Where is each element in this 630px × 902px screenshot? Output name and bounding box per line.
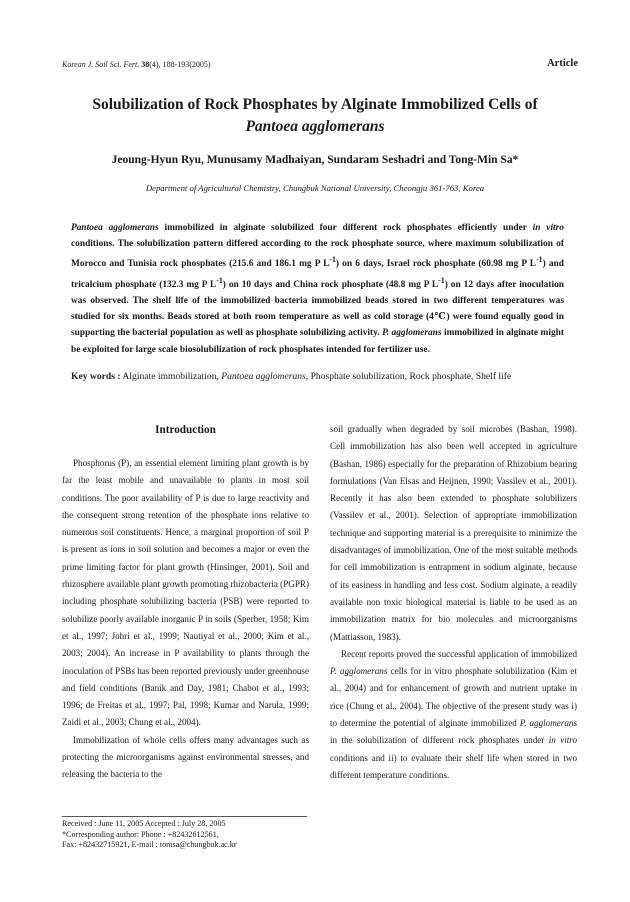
abstract-text-1: immobilized in alginate solubilized four different rock phosphates efficiently under bbox=[158, 223, 533, 233]
left-column bbox=[62, 455, 309, 784]
abstract-sup-2: -1 bbox=[536, 255, 543, 265]
author-list: Jeoung-Hyun Ryu, Munusamy Madhaiyan, Sundaram Seshadri and Tong-Min Sa* bbox=[111, 154, 519, 166]
right-column bbox=[330, 421, 577, 784]
footnotes bbox=[62, 819, 312, 851]
intro-paragraph-2-cont: soil gradually when degraded by soil microbes (Bashan, 1998). Cell immobilization has also been well accepted in agriculture (Bashan, 1986) especially for the preparation of Rhizobium bearing formulations (Van Elsas and Heijnen, 1990; Vassilev et al., 2001). Recently it has also been extended to phosphate solubilizers (Vassilev et al., 2001). Selection of appropriate immobilization technique and supporting material is a prerequisite to minimize the disadvantages of immobilization. One of the most suitable methods for cell immobilization is entrapment in sodium alginate, because of its easiness in handling and less cost. Sodium alginate, a readily available non toxic biological material is liable to be used as an immobilization matrix for bio molecules and microorganisms (Mattiasson, 1983). bbox=[330, 424, 577, 642]
running-header bbox=[62, 58, 578, 72]
abstract-text-7: immobilized in alginate might be exploited for large scale biosolubilization of rock phosphates intended for fertilizer use. bbox=[71, 328, 564, 355]
journal-citation bbox=[62, 60, 211, 69]
introduction-heading: Introduction bbox=[155, 424, 216, 436]
abstract bbox=[71, 220, 564, 358]
abstract-text-6: ) on 12 days after inoculation was observed. The shelf life of the immobilized bacteria immobilized beads stored in two different temperatures was studied for six months. Beads stored at both room temperature as well as cold storage (4℃) were found equally good in supporting the bacterial population as well as phosphate solubilizing activity. bbox=[71, 279, 564, 339]
intro-p3-in-vitro: in vitro bbox=[548, 735, 577, 746]
abstract-in-vitro: in vitro bbox=[532, 223, 564, 233]
affiliation: Department of Agricultural Chemistry, Chungbuk National University, Cheongju 361-763, Korea bbox=[145, 183, 485, 193]
article-type-label: Article bbox=[547, 58, 578, 69]
keywords-text-1: Alginate immobilization, bbox=[120, 371, 222, 382]
abstract-text-2: conditions. The solubilization pattern differed according to the rock phosphate source, where maximum solubilization of Morocco and Tunisia rock phosphates (215.6 and 186.1 mg P L bbox=[71, 239, 564, 270]
keywords-organism: Pantoea agglomerans bbox=[221, 371, 306, 382]
intro-p3-text-2: cells for in vitro phosphate solubilization (Kim et al., 2004) and for enhancement of growth and nutrient uptake in rice (Chung et al., 2004). The objective of the present study was i) to determine the potential of alginate immobilized bbox=[330, 666, 577, 729]
intro-paragraph-1: Phosphorus (P), an essential element limiting plant growth is by far the least mobile and unavailable to plants in most soil conditions. The poor availability of P is due to large reactivity and the consequent strong retention of the phosphate ions relative to numerous soil constituents. Hence, a marginal proportion of soil P is present as ions in soil solution and becomes a major or even the prime limiting factor for plant growth (Hinsinger, 2001). Soil and rhizosphere available plant growth promoting rhizobacteria (PGPR) including phosphate solubilizing bacteria (PSB) were reported to solubilize poorly available inorganic P in soils (Sperber, 1958; Kim et al., 1997; Johri et al., 1999; Nautiyal et al., 2000; Kim et al., 2003; 2004). An increase in P availability to plants through the inoculation of PSBs has been reported previously under greenhouse and field conditions (Banik and Day, 1981; Chabot et al., 1993; 1996; de Freitas et al., 1997; Pal, 1998; Kumar and Narula, 1999; Zaidi et al., 2003; Chung et al., 2004). bbox=[62, 458, 309, 728]
abstract-organism: Pantoea agglomerans bbox=[71, 223, 159, 233]
footnote-divider bbox=[62, 816, 307, 817]
journal-volume: 38 bbox=[141, 60, 150, 69]
abstract-sup-1: -1 bbox=[329, 255, 336, 265]
contact-info: Fax: +82432715921, E-mail : tomsa@chungbuk.ac.kr bbox=[62, 840, 237, 850]
abstract-text-5: ) on 10 days and China rock phosphate (48.8 mg P L bbox=[222, 279, 439, 290]
abstract-organism-short: P. agglomerans bbox=[382, 328, 442, 339]
received-dates: Received : June 11, 2005 Accepted : July 28, 2005 bbox=[62, 819, 226, 828]
title-line-1: Solubilization of Rock Phosphates by Alginate Immobilized Cells of bbox=[92, 96, 538, 113]
keywords bbox=[71, 369, 561, 385]
intro-paragraph-3 bbox=[330, 646, 577, 784]
intro-p3-text-3: in the solubilization of different rock phosphates under bbox=[330, 735, 549, 746]
paper-title bbox=[40, 94, 590, 138]
abstract-sup-3: -1 bbox=[216, 275, 223, 285]
intro-p3-organism-1: P. agglomerans bbox=[330, 666, 388, 677]
intro-p3-text-4: conditions and ii) to evaluate their shelf life when stored in two different temperature conditions. bbox=[330, 752, 577, 780]
keywords-label: Key words : bbox=[71, 371, 121, 382]
intro-paragraph-2: Immobilization of whole cells offers many advantages such as protecting the microorganisms against environmental stresses, and releasing the bacteria to the bbox=[62, 734, 309, 780]
intro-p3-text-1: Recent reports proved the successful application of immobilized bbox=[341, 648, 577, 659]
corresponding-author: *Corresponding author: Phone : +82432612561, bbox=[62, 829, 219, 839]
journal-name: Korean J. Soil Sci. Fert. bbox=[62, 60, 140, 69]
abstract-text-4: ) and tricalcium phosphate (132.3 mg P L bbox=[71, 259, 564, 290]
abstract-sup-4: -1 bbox=[438, 275, 445, 285]
title-line-2: Pantoea agglomerans bbox=[245, 118, 385, 135]
intro-p3-organism-2: P. agglomerans bbox=[519, 718, 577, 729]
keywords-text-2: , Phosphate solubilization, Rock phosphate, Shelf life bbox=[305, 371, 512, 382]
journal-issue-pages: (4), 188-193(2005) bbox=[149, 60, 211, 69]
abstract-text-3: ) on 6 days, Israel rock phosphate (60.98 mg P L bbox=[335, 259, 537, 270]
